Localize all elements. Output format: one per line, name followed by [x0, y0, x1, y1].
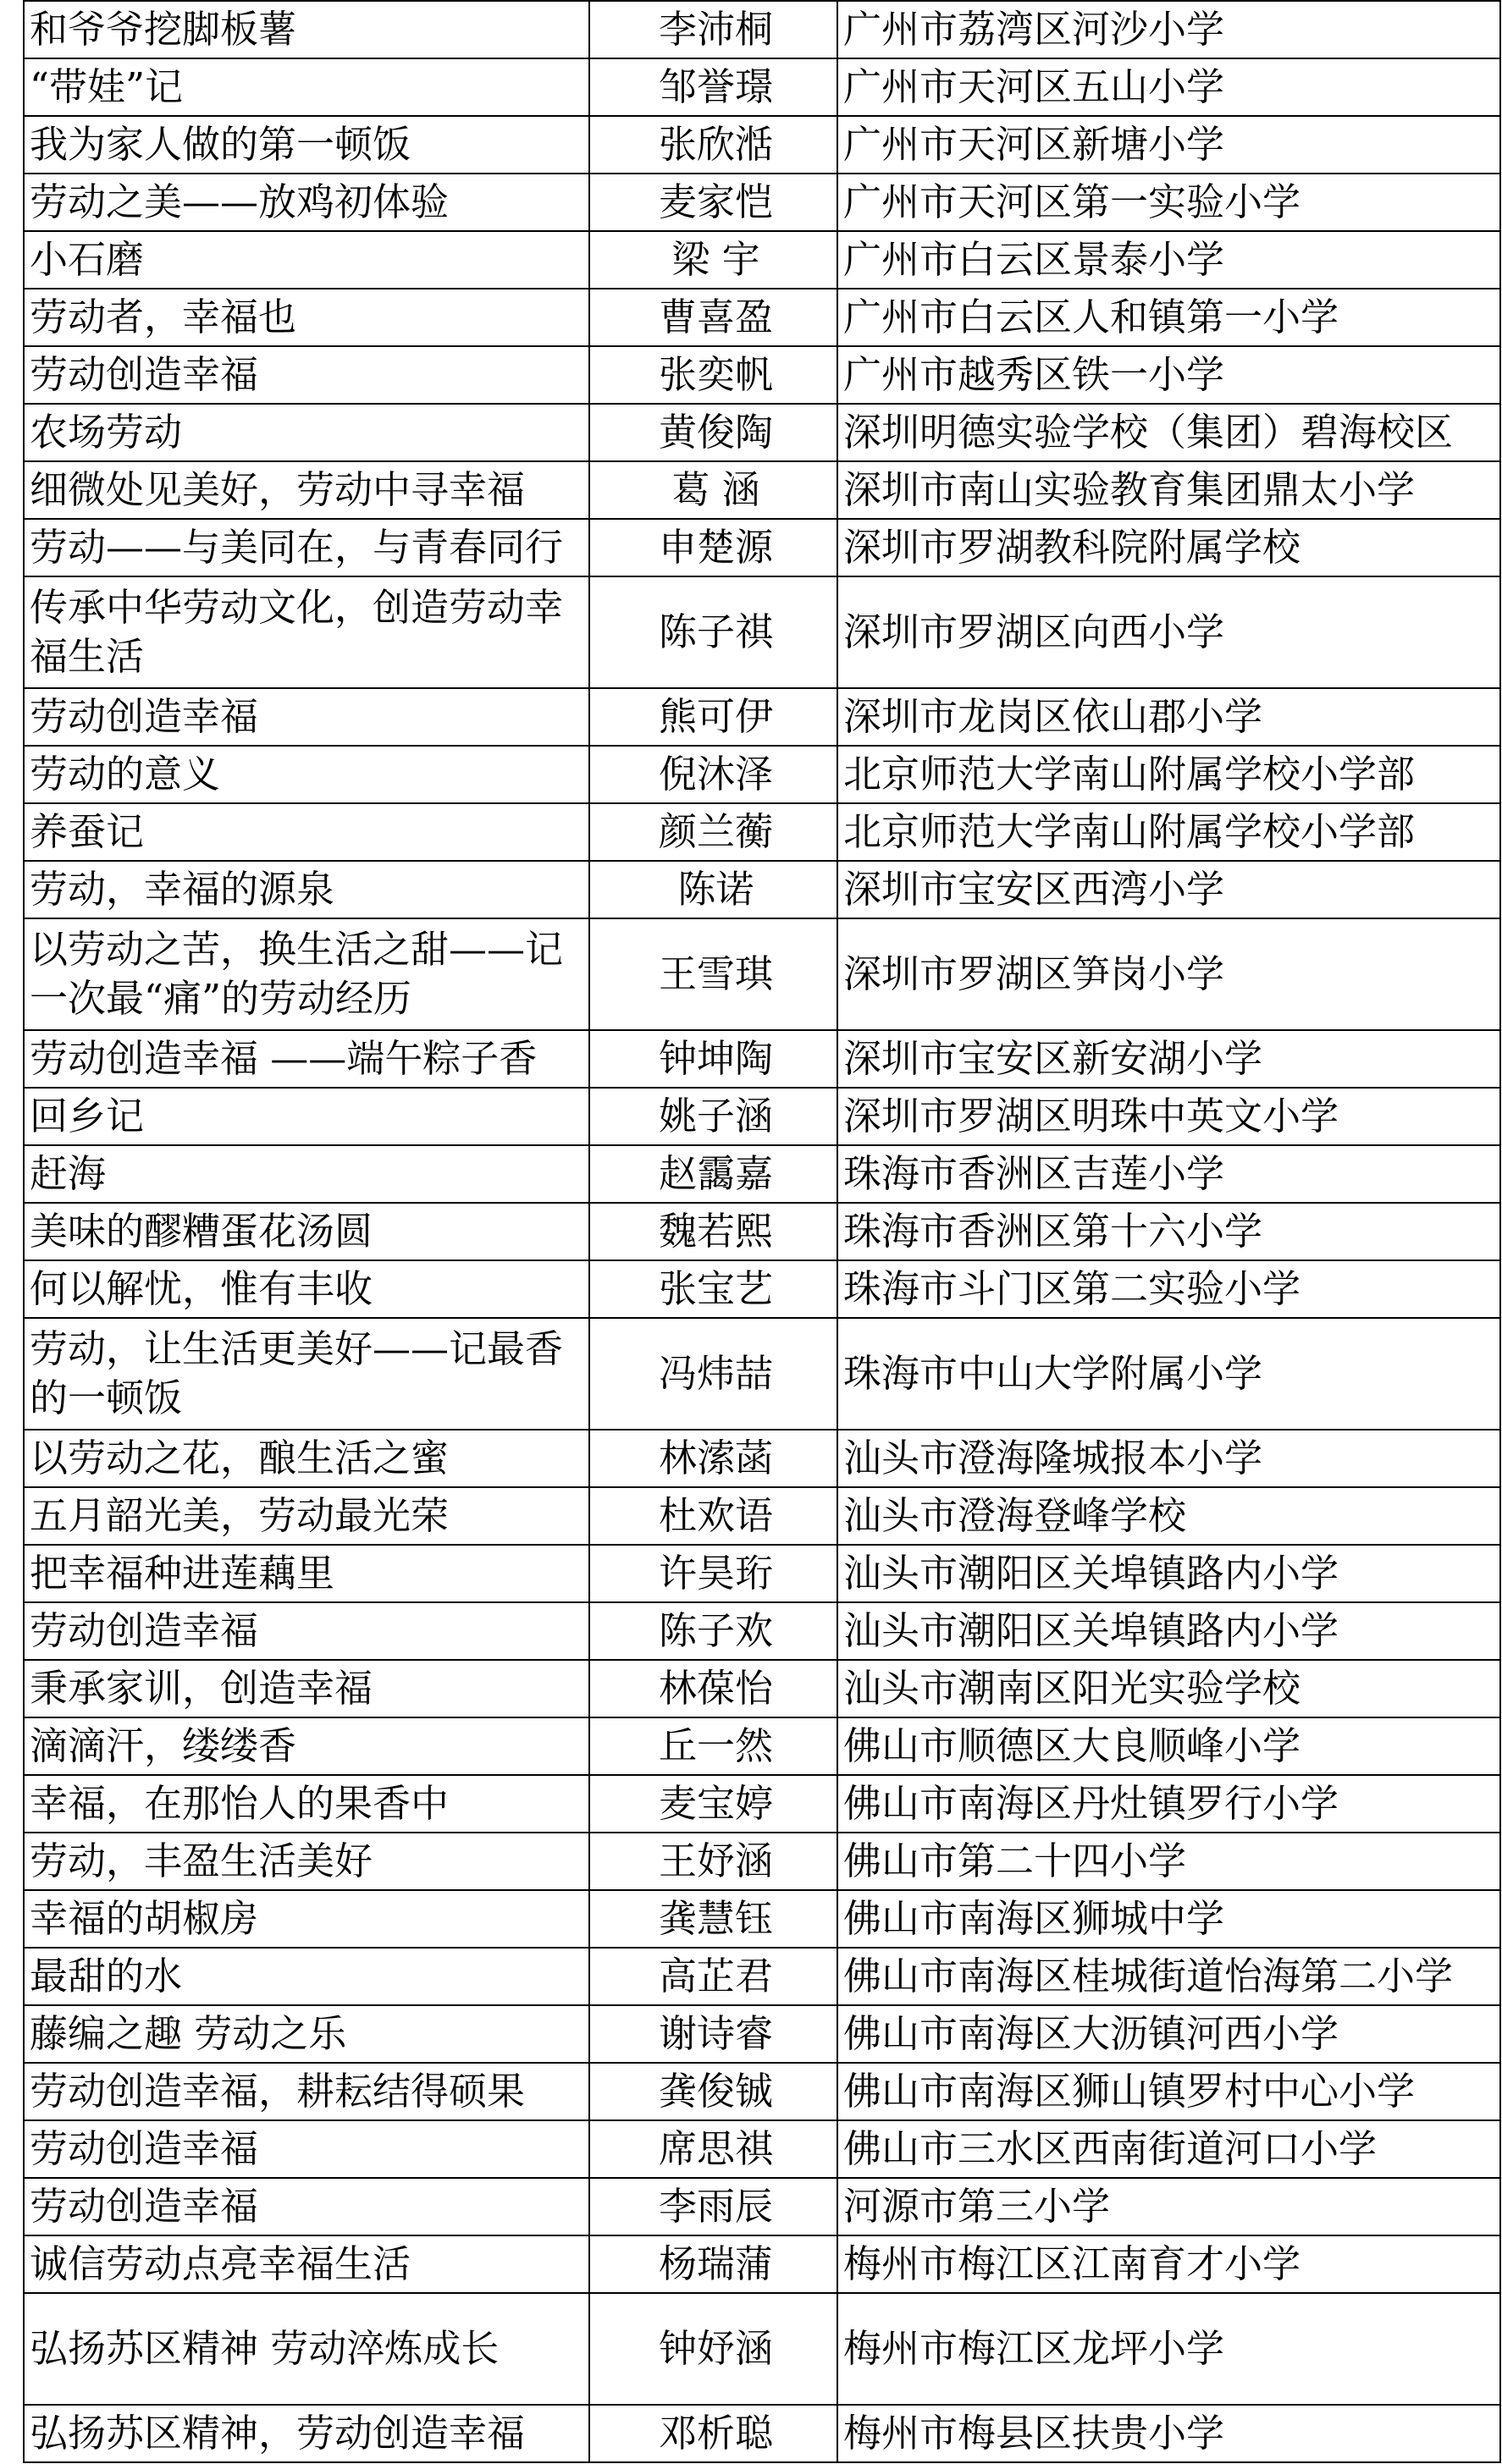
entry-title: 劳动创造幸福 — [24, 688, 589, 746]
table-row — [24, 2063, 1500, 2120]
table-row — [24, 1030, 1500, 1088]
entry-title: 幸福，在那怡人的果香中 — [24, 1775, 589, 1833]
table-row — [24, 1660, 1500, 1717]
table-row — [24, 2005, 1500, 2063]
entry-author: 麦家恺 — [589, 174, 837, 231]
entry-author: 杜欢语 — [589, 1487, 837, 1545]
entry-author: 高芷君 — [589, 1948, 837, 2005]
entry-title: 以劳动之花，酿生活之蜜 — [24, 1430, 589, 1487]
entry-title: 弘扬苏区精神，劳动创造幸福 — [24, 2405, 589, 2462]
table-row — [24, 346, 1500, 404]
entry-author: 龚俊铖 — [589, 2063, 837, 2120]
entry-author: 张宝艺 — [589, 1260, 837, 1318]
entry-author: 王雪琪 — [589, 918, 837, 1030]
entry-title: 劳动，让生活更美好——记最香的一顿饭 — [24, 1318, 589, 1430]
entry-school: 深圳明德实验学校（集团）碧海校区 — [837, 404, 1500, 461]
entry-title: 劳动之美——放鸡初体验 — [24, 174, 589, 231]
entry-school: 深圳市罗湖区向西小学 — [837, 576, 1500, 688]
table-row — [24, 1088, 1500, 1145]
entry-author: 谢诗睿 — [589, 2005, 837, 2063]
entry-author: 王妤涵 — [589, 1833, 837, 1890]
entry-school: 梅州市梅县区扶贵小学 — [837, 2405, 1500, 2462]
table-row — [24, 1487, 1500, 1545]
entry-title: 赶海 — [24, 1145, 589, 1203]
entry-school: 珠海市斗门区第二实验小学 — [837, 1260, 1500, 1318]
table-row — [24, 576, 1500, 688]
entry-school: 珠海市香洲区第十六小学 — [837, 1203, 1500, 1260]
entry-school: 广州市白云区景泰小学 — [837, 231, 1500, 289]
table-row — [24, 2120, 1500, 2178]
entry-school: 广州市天河区新塘小学 — [837, 116, 1500, 174]
entry-title: 和爷爷挖脚板薯 — [24, 1, 589, 58]
entry-author: 陈子祺 — [589, 576, 837, 688]
entry-author: 冯炜喆 — [589, 1318, 837, 1430]
entry-school: 佛山市第二十四小学 — [837, 1833, 1500, 1890]
entry-title: 美味的醪糟蛋花汤圆 — [24, 1203, 589, 1260]
entry-author: 钟坤陶 — [589, 1030, 837, 1088]
table-row — [24, 116, 1500, 174]
entry-title: 劳动创造幸福 — [24, 1602, 589, 1660]
table-row — [24, 1145, 1500, 1203]
entry-title: 幸福的胡椒房 — [24, 1890, 589, 1948]
entry-school: 汕头市澄海隆城报本小学 — [837, 1430, 1500, 1487]
entry-author: 陈诺 — [589, 861, 837, 918]
entry-school: 河源市第三小学 — [837, 2178, 1500, 2235]
entry-author: 颜兰蘅 — [589, 803, 837, 861]
award-list-table — [23, 0, 1501, 2463]
entry-school: 深圳市宝安区西湾小学 — [837, 861, 1500, 918]
entry-author: 许昊珩 — [589, 1545, 837, 1602]
entry-title: 藤编之趣 劳动之乐 — [24, 2005, 589, 2063]
entry-school: 佛山市南海区狮城中学 — [837, 1890, 1500, 1948]
entry-title: 五月韶光美，劳动最光荣 — [24, 1487, 589, 1545]
table-row — [24, 1545, 1500, 1602]
entry-title: 回乡记 — [24, 1088, 589, 1145]
entry-school: 广州市天河区第一实验小学 — [837, 174, 1500, 231]
entry-author: 赵靄嘉 — [589, 1145, 837, 1203]
entry-school: 深圳市罗湖教科院附属学校 — [837, 519, 1500, 576]
entry-author: 黄俊陶 — [589, 404, 837, 461]
table-row — [24, 1717, 1500, 1775]
entry-school: 佛山市南海区桂城街道怡海第二小学 — [837, 1948, 1500, 2005]
table-row — [24, 2235, 1500, 2293]
entry-author: 葛 涵 — [589, 461, 837, 519]
entry-school: 深圳市宝安区新安湖小学 — [837, 1030, 1500, 1088]
entry-title: “带娃”记 — [24, 58, 589, 116]
entry-author: 邓析聪 — [589, 2405, 837, 2462]
entry-author: 杨瑞蒲 — [589, 2235, 837, 2293]
entry-author: 林溹菡 — [589, 1430, 837, 1487]
entry-title: 劳动创造幸福 ——端午粽子香 — [24, 1030, 589, 1088]
entry-author: 申楚源 — [589, 519, 837, 576]
entry-title: 劳动，丰盈生活美好 — [24, 1833, 589, 1890]
entry-title: 劳动创造幸福 — [24, 346, 589, 404]
entry-title: 养蚕记 — [24, 803, 589, 861]
entry-school: 深圳市龙岗区依山郡小学 — [837, 688, 1500, 746]
entry-school: 汕头市潮南区阳光实验学校 — [837, 1660, 1500, 1717]
entry-title: 秉承家训，创造幸福 — [24, 1660, 589, 1717]
table-row — [24, 519, 1500, 576]
entry-school: 汕头市潮阳区关埠镇路内小学 — [837, 1545, 1500, 1602]
entry-author: 张奕帆 — [589, 346, 837, 404]
entry-author: 张欣湉 — [589, 116, 837, 174]
table-row — [24, 688, 1500, 746]
table-row — [24, 1, 1500, 58]
entry-school: 广州市天河区五山小学 — [837, 58, 1500, 116]
entry-school: 北京师范大学南山附属学校小学部 — [837, 803, 1500, 861]
table-row — [24, 231, 1500, 289]
table-row — [24, 1430, 1500, 1487]
entry-school: 佛山市南海区丹灶镇罗行小学 — [837, 1775, 1500, 1833]
entry-school: 佛山市南海区大沥镇河西小学 — [837, 2005, 1500, 2063]
table-row — [24, 1318, 1500, 1430]
entry-author: 林葆怡 — [589, 1660, 837, 1717]
entry-author: 熊可伊 — [589, 688, 837, 746]
entry-title: 劳动的意义 — [24, 746, 589, 803]
entry-title: 细微处见美好，劳动中寻幸福 — [24, 461, 589, 519]
table-row — [24, 1775, 1500, 1833]
entry-school: 深圳市罗湖区笋岗小学 — [837, 918, 1500, 1030]
table-row — [24, 918, 1500, 1030]
entry-school: 汕头市潮阳区关埠镇路内小学 — [837, 1602, 1500, 1660]
entry-author: 席思祺 — [589, 2120, 837, 2178]
table-row — [24, 1602, 1500, 1660]
entry-title: 农场劳动 — [24, 404, 589, 461]
entry-title: 诚信劳动点亮幸福生活 — [24, 2235, 589, 2293]
entry-school: 广州市白云区人和镇第一小学 — [837, 289, 1500, 346]
table-row — [24, 2405, 1500, 2462]
table-row — [24, 1833, 1500, 1890]
table-row — [24, 174, 1500, 231]
entry-author: 钟妤涵 — [589, 2293, 837, 2405]
entry-title: 劳动——与美同在，与青春同行 — [24, 519, 589, 576]
entry-title: 把幸福种进莲藕里 — [24, 1545, 589, 1602]
entry-school: 北京师范大学南山附属学校小学部 — [837, 746, 1500, 803]
entry-title: 劳动者，幸福也 — [24, 289, 589, 346]
entry-school: 汕头市澄海登峰学校 — [837, 1487, 1500, 1545]
entry-author: 魏若熙 — [589, 1203, 837, 1260]
entry-school: 珠海市中山大学附属小学 — [837, 1318, 1500, 1430]
entry-school: 佛山市南海区狮山镇罗村中心小学 — [837, 2063, 1500, 2120]
entry-title: 我为家人做的第一顿饭 — [24, 116, 589, 174]
table-row — [24, 1260, 1500, 1318]
table-row — [24, 2293, 1500, 2405]
entry-school: 深圳市罗湖区明珠中英文小学 — [837, 1088, 1500, 1145]
entry-author: 龚慧钰 — [589, 1890, 837, 1948]
entry-author: 曹喜盈 — [589, 289, 837, 346]
table-row — [24, 404, 1500, 461]
table-row — [24, 2178, 1500, 2235]
table-row — [24, 1203, 1500, 1260]
table-row — [24, 1948, 1500, 2005]
entry-title: 最甜的水 — [24, 1948, 589, 2005]
table-row — [24, 461, 1500, 519]
entry-school: 梅州市梅江区龙坪小学 — [837, 2293, 1500, 2405]
entry-author: 姚子涵 — [589, 1088, 837, 1145]
entry-school: 佛山市顺德区大良顺峰小学 — [837, 1717, 1500, 1775]
entry-author: 倪沐泽 — [589, 746, 837, 803]
table-body — [24, 1, 1500, 2462]
entry-title: 劳动创造幸福，耕耘结得硕果 — [24, 2063, 589, 2120]
entry-school: 广州市越秀区铁一小学 — [837, 346, 1500, 404]
entry-school: 珠海市香洲区吉莲小学 — [837, 1145, 1500, 1203]
entry-school: 广州市荔湾区河沙小学 — [837, 1, 1500, 58]
entry-author: 邹誉璟 — [589, 58, 837, 116]
entry-school: 佛山市三水区西南街道河口小学 — [837, 2120, 1500, 2178]
table-row — [24, 746, 1500, 803]
entry-author: 李雨辰 — [589, 2178, 837, 2235]
entry-title: 弘扬苏区精神 劳动淬炼成长 — [24, 2293, 589, 2405]
entry-title: 小石磨 — [24, 231, 589, 289]
entry-title: 劳动创造幸福 — [24, 2178, 589, 2235]
entry-school: 深圳市南山实验教育集团鼎太小学 — [837, 461, 1500, 519]
table-row — [24, 58, 1500, 116]
table-row — [24, 861, 1500, 918]
entry-title: 以劳动之苦，换生活之甜——记一次最“痛”的劳动经历 — [24, 918, 589, 1030]
entry-title: 劳动，幸福的源泉 — [24, 861, 589, 918]
entry-title: 传承中华劳动文化，创造劳动幸福生活 — [24, 576, 589, 688]
entry-title: 滴滴汗，缕缕香 — [24, 1717, 589, 1775]
table-row — [24, 803, 1500, 861]
entry-author: 陈子欢 — [589, 1602, 837, 1660]
table-row — [24, 289, 1500, 346]
entry-title: 何以解忧，惟有丰收 — [24, 1260, 589, 1318]
entry-author: 李沛桐 — [589, 1, 837, 58]
table-row — [24, 1890, 1500, 1948]
entry-author: 梁 宇 — [589, 231, 837, 289]
entry-title: 劳动创造幸福 — [24, 2120, 589, 2178]
entry-author: 丘一然 — [589, 1717, 837, 1775]
entry-author: 麦宝婷 — [589, 1775, 837, 1833]
entry-school: 梅州市梅江区江南育才小学 — [837, 2235, 1500, 2293]
